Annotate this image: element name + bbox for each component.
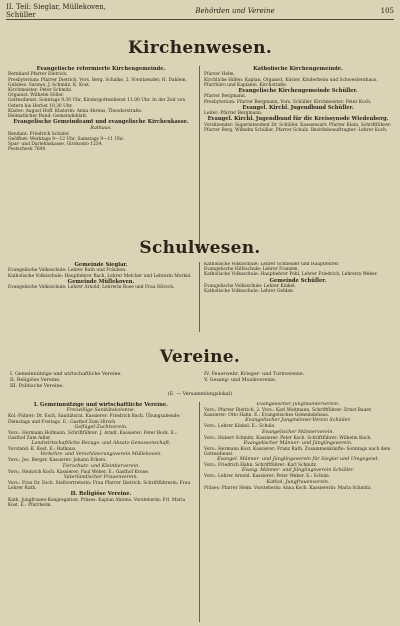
- entry-text: Katholische Volksschule: Hauptlehrer Pohl, Lehrer Friedrich, Lehrerin Weber.: [204, 272, 378, 278]
- entry-text: Vors.: Hermann Kost. Kassierer: Franz Rath. Zusammenkünfte: Sonntags nach dem Gottesdienst.: [204, 446, 391, 458]
- entry-heading: Tierschutz- und Kleintierverein.: [62, 463, 140, 469]
- entry-text: Katholische Volksschule: Lehrer Schneider und Hauptlehrer.: [204, 262, 340, 267]
- school-left-column: [8, 262, 194, 332]
- entry-heading: Landwirtschaftliche Bezugs- und Absatz-Genossenschaft.: [31, 441, 171, 447]
- subsection-heading: II. Religiöse Vereine.: [70, 491, 132, 498]
- subsection-heading: Gemeinde Sieglar.: [74, 262, 128, 268]
- church-right-column: [204, 66, 392, 248]
- associations-index-left: [10, 372, 195, 390]
- entry-heading: Geflügel-Zuchtverein.: [74, 424, 128, 430]
- entry-text: Spar- und Darlehnskasse, Girokonto 1234.: [8, 142, 103, 148]
- entry-text: Presbyterium: Pfarrer Bergmann, Vors. Schüller. Kirchmeister: Peter Koch.: [204, 99, 372, 105]
- entry-text: Katholische Volksschule: Lehrer Gehlen.: [204, 289, 295, 295]
- entry-text: Vors.: Hubert Schmitz. Kassierer: Peter Koch. Schriftführer: Wilhelm Bach.: [204, 435, 372, 441]
- school-right-column: [204, 262, 392, 332]
- section-title-schools: Schulwesen.: [139, 238, 261, 258]
- associations-index-right: [204, 372, 392, 384]
- index-item: II. Religiöse Vereine.: [10, 378, 61, 383]
- running-header: [6, 5, 394, 17]
- entry-text: Vors.: Lehrer Kinkel. E.: Schule.: [204, 424, 276, 430]
- index-item: V. Gesang- und Musikvereine.: [204, 378, 277, 383]
- entry-text: Postscheck 7640.: [8, 147, 47, 153]
- header-center: Behörden und Vereine: [195, 7, 275, 15]
- entry-text: Vorsitzender: Superintendent Dr. Schüller. Kassenwart: Pfarrer Klein. Schriftführer: Pfarrer Berg, Wilhelm Schüller, Pfarrer Schulz. Bezirksbeauftragter: Lehrer Koch.: [204, 122, 392, 134]
- subsection-heading: Katholische Kirchengemeinde.: [253, 66, 343, 72]
- entry-text: Presbyterium: Pfarrer Dietrich, Vors. Berg. Schalke, 2. Vorsitzender, H. Dahlem, Gutsbes. Saraws, J. Schmitz, K. Kost.: [8, 77, 187, 88]
- entry-heading: Kathol. Jungfrauenverein.: [266, 479, 330, 485]
- entry-text: Vors.: Lehrer Arnold. Kassierer: Peter Weber. E.: Schule.: [204, 474, 331, 480]
- subsection-heading: Gemeinde Schüller.: [269, 277, 327, 284]
- entry-text: Bernhard Pfarrer Dietrich.: [8, 72, 68, 78]
- subsection-heading: Evangel. Kirchl. Jugendbund für die Kreissynode Wiedenberg.: [207, 116, 389, 123]
- entry-heading: Evangelischer Jungmännerverein.: [256, 402, 340, 407]
- subsection-heading: Gemeinde Müllekoven.: [67, 278, 135, 285]
- entry-text: Vors.: Heinrich Koch. Kassierer: Paul Weber. E.: Gasthof Krone.: [8, 469, 150, 475]
- entry-text: Kirchliche Hilfen: Kaplan, Organist, Küster. Kinderheim und Schwesternhaus.: [204, 77, 378, 83]
- entry-heading: Evangelischer Männer- und Jünglingsverein.: [243, 440, 353, 446]
- entry-text: Rendant: Friedrich Schäfer.: [8, 131, 70, 137]
- entry-text: Heimatlicher Bund: Gemeindeblatt.: [8, 114, 88, 120]
- entry-text: Evangelische Volksschule: Lehrer Rath und Fräulein.: [8, 268, 127, 274]
- subsection-heading: Evangelische Gemeindeamt und evangelische Kirchenkasse.: [13, 119, 189, 126]
- subsection-heading: Evangel. Kirchl. Jugendbund Schüller.: [242, 104, 354, 111]
- section-title-churches: Kirchenwesen.: [127, 38, 273, 58]
- entry-text: Pfarrer Helm.: [204, 72, 235, 78]
- entry-text: Präses: Pfarrer Helm. Vorsteherin: Anna Koch. Kassiererin: Maria Schmitz.: [204, 485, 372, 491]
- entry-heading: Evangelischer Männerverein.: [262, 429, 334, 435]
- index-item: I. Gemeinnützige und wirtschaftliche Vereine.: [10, 372, 122, 377]
- entry-heading: Evang. Männer- und Jünglingsverein Schüller.: [241, 468, 355, 474]
- entry-text: Pfarrbüro und Kaplanei, Kirchstraße.: [204, 82, 288, 88]
- entry-text: Evangelische Volksschule: Lehrer Kinkel.: [204, 284, 296, 290]
- entry-text: Kol.-Führer: Dr. Esch, Sanitätsrat. Kassierer: Friedrich Bach. Übungsabende: Dienstags und Freitags. E.: Gasthof Zum Hirsch.: [8, 414, 181, 425]
- entry-text: Organist: Wilhelm Söller.: [8, 93, 64, 99]
- entry-heading: Verkehrs- und Verschönerungsverein Müllekoven.: [40, 452, 162, 458]
- entry-text: Evangelische Hilfsschule: Lehrer Franzen.: [204, 267, 299, 273]
- entry-text: Pfarrer Bergmann.: [204, 94, 247, 100]
- legend-note: (E. — Versammlungslokal): [167, 392, 233, 397]
- entry-text: Vors.: Jos. Berger. Kassierer: Johann Erbers.: [8, 458, 107, 464]
- page-number: 105: [380, 7, 394, 15]
- church-left-column: [8, 66, 194, 248]
- header-left: II. Teil: Sieglar, Müllekoven, Schüller: [6, 3, 106, 19]
- index-item: III. Politische Vereine.: [10, 384, 64, 389]
- entry-heading: Evangel. Männer- und Jünglingsverein für Sieglar und Umgegend.: [217, 457, 379, 463]
- subsection-heading: Evangelische reformierte Kirchengemeinde.: [36, 66, 166, 72]
- section-title-associations: Vereine.: [159, 347, 241, 367]
- entry-text: Geöffnet: Werktags 9—12 Uhr, Samstags 9—11 Uhr.: [8, 136, 124, 142]
- associations-right-column: [204, 402, 392, 622]
- entry-heading: Evangelischer Jungmänner-Verein Schüller.: [245, 418, 351, 424]
- entry-text: Vors.: Friedrich Hahn. Schriftführer: Karl Schmitz.: [204, 463, 318, 469]
- column-divider: [199, 402, 200, 622]
- entry-text: Vorstand: K. Kost. E.: Rathaus.: [8, 447, 77, 453]
- index-item: IV. Feuerwehr, Krieger- und Turnvereine.: [204, 372, 305, 377]
- subsection-heading: I. Gemeinnützige und wirtschaftliche Vereine.: [34, 402, 168, 408]
- entry-text: Gottesdienst: Sonntags 9.30 Uhr, Kindergottesdienst 11.00 Uhr. In der Zeit von Ostern bis Herbst 10.30 Uhr.: [8, 98, 186, 109]
- entry-text: Vors.: Pfarrer Dietrich. 2. Vors.: Karl Weitmann. Schriftführer: Ernst Bauer. Kassierer: Otto Hahn. E.: Evangelisches Gemeindehaus.: [204, 408, 372, 419]
- entry-text: Vors.: Frau Dr. Esch. Stellvertreterin: Frau Pfarrer Dietrich. Schriftführerin: Frau Lehrer Rath.: [8, 480, 191, 492]
- entry-heading: Freiwillige Sanitätskolonne.: [66, 408, 136, 414]
- entry-heading: Rathaus.: [90, 125, 112, 131]
- entry-text: Vors.: Hermann Hofmann, Schriftführer: J. Arndt. Kassierer: Peter Bock. E.: Gasthof Zum Adler.: [8, 430, 177, 442]
- subsection-heading: Evangelische Kirchengemeinde Schüller.: [238, 88, 358, 95]
- entry-heading: Vaterländischer Frauenverein.: [63, 474, 139, 480]
- header-rule: [6, 19, 394, 20]
- associations-left-column: [8, 402, 194, 622]
- entry-text: Kath. Jungfrauen-Kongregation. Präses: Kaplan Ahrens. Vorsteherin: Frl. Maria Kost. E.: Pfarrheim.: [8, 497, 186, 508]
- column-divider: [199, 262, 200, 332]
- entry-text: Kirchmeister: Peter Schmitz.: [8, 88, 73, 94]
- entry-text: Evangelische Volksschule: Lehrer Arnold, Lehrerin Rose und Frau Hörsch.: [8, 285, 175, 291]
- entry-text: Leiter: Pfarrer Bergmann.: [204, 111, 263, 117]
- entry-text: Katholische Volksschule: Hauptlehrer Bach, Lehrer Melcher und Lehrerin Morkel.: [8, 273, 192, 279]
- column-divider: [199, 66, 200, 248]
- entry-text: Küster: August Hoff. Küsterin: Anna Ahrens, Theodorstraße.: [8, 108, 143, 114]
